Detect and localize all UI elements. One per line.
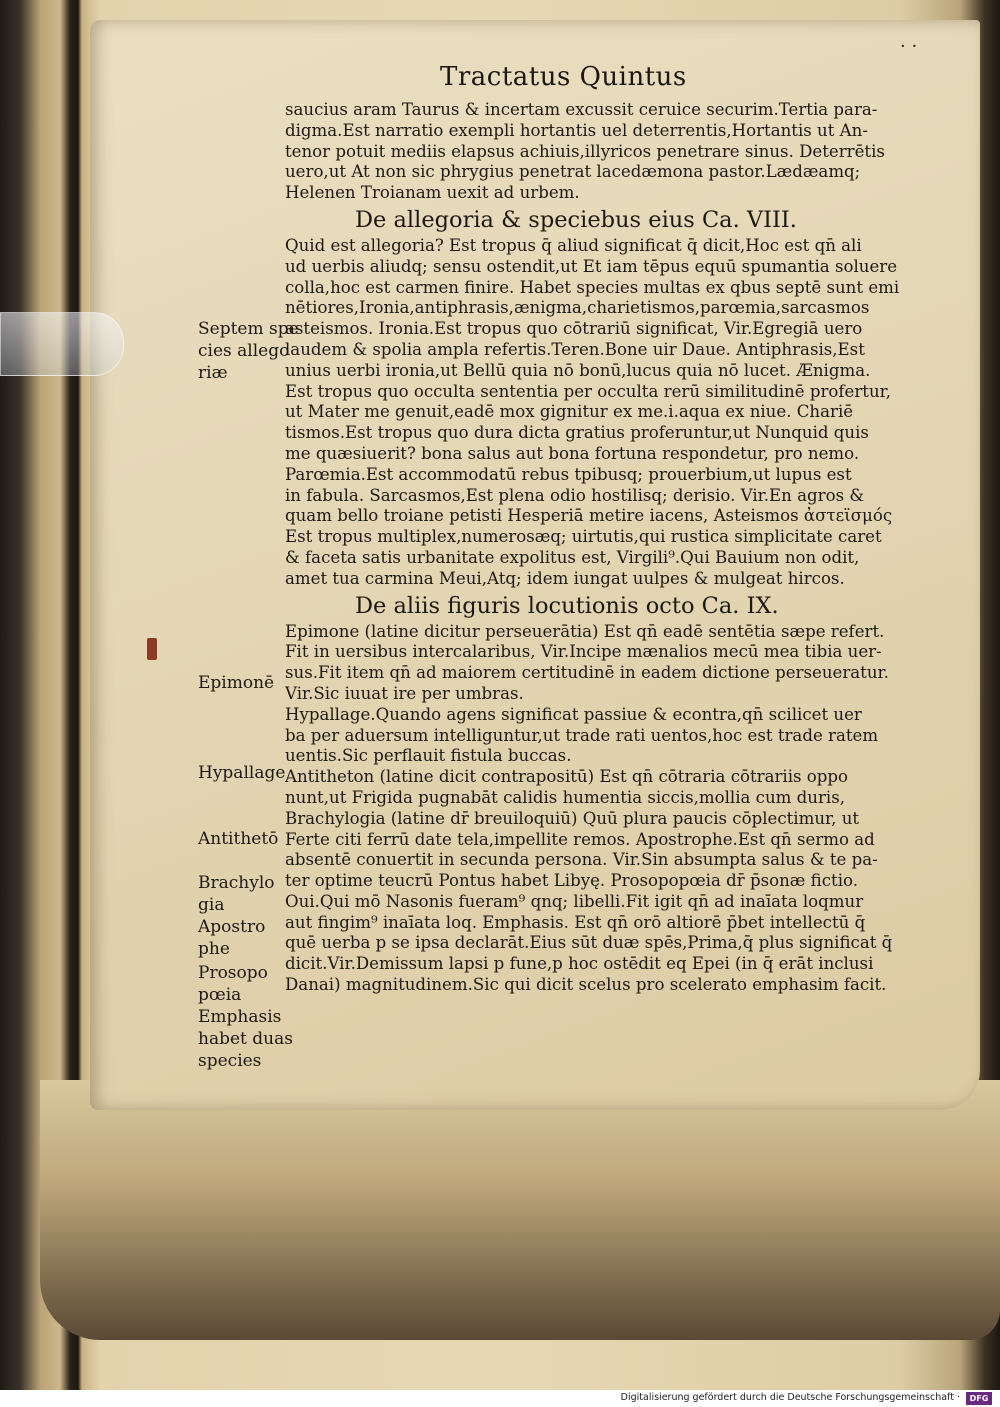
margin-note-line: Epimonē [198,673,275,693]
text-line: quē uerba p se ipsa declarāt.Eius sūt duæ spēs,Prima,q̄ plus significat q̄ [285,933,893,953]
text-line: nētiores,Ironia,antiphrasis,ænigma,charietismos,parœmia,sarcasmos [285,298,870,318]
text-line: Helenen Troianam uexit ad urbem. [285,183,580,203]
text-line: uero,ut At non sic phrygius penetrat lacedæmona pastor.Lædæamq; [285,162,861,182]
margin-note-line: species [198,1051,262,1071]
margin-note-line: Septem spe [198,319,299,339]
text-line: Brachylogia (latine dr̄ breuiloquiū) Quū plura paucis cōplectimur, ut [285,808,860,828]
margin-note-line: Antithetō [198,829,279,849]
margin-note-line: Prosopo [198,963,268,983]
margin-note [198,962,293,1006]
text-line: Est tropus quo occulta sententia per occulta rerū similitudinē profertur, [285,381,892,401]
text-line: unius uerbi ironia,ut Bellū quia nō bonū,lucus quia nō lucet. Ænigma. [285,360,871,380]
margin-note [198,318,299,384]
margin-note-line: Apostro [198,917,266,937]
text-line: colla,hoc est carmen finire. Habet species multas ex qbus septē sunt emi [285,277,900,297]
text-line: aut fingim⁹ inaīata loq. Emphasis. Est qn̄ orō altiorē p̄bet intellectū q̄ [285,912,866,932]
text-line: me quæsiuerit? bona salus aut bona fortuna respondetur, pro nemo. [285,443,860,463]
corner-mark: · · [900,36,918,57]
text-line: Oui.Qui mō Nasonis fueram⁹ qnq; libelli.Fit igit qn̄ ad inaīata loqmur [285,891,864,911]
text-line: nunt,ut Frigida pugnabāt calidis humentia siccis,mollia cum duris, [285,787,846,807]
text-line: Danai) magnitudinem.Sic qui dicit scelus pro scelerato emphasim facit. [285,975,887,995]
margin-note-line: phe [198,939,230,959]
text-line: Quid est allegoria? Est tropus q̄ aliud significat q̄ dicit,Hoc est qn̄ ali [285,235,862,255]
glass-page-holder [0,312,124,376]
text-line: quam bello troiane petisti Hesperiā metire iacens, Asteismos ἀστεϊσμός [285,506,893,526]
text-line: absentē conuertit in secunda persona. Vir.Sin absumpta salus & te pa- [285,850,878,870]
margin-note-line: gia [198,895,225,915]
margin-note-line: Brachylo [198,873,275,893]
text-line: digma.Est narratio exempli hortantis uel deterrentis,Hortantis ut An- [285,120,868,140]
chapter-heading: De allegoria & speciebus eius Ca. VIII. [355,206,797,233]
margin-note-line: habet duas [198,1029,293,1049]
margin-note-line: Hypallage [198,763,286,783]
margin-note [198,872,293,916]
margin-note-line: cies allego [198,341,290,361]
text-line: in fabula. Sarcasmos,Est plena odio hostilisq; derisio. Vir.En agros & [285,485,865,505]
margin-note-line: Emphasis [198,1007,282,1027]
text-line: Epimone (latine dicitur perseuerātia) Est qn̄ eadē sentētia sæpe refert. [285,621,885,641]
text-line: dicit.Vir.Demissum lapsi p fune,p hoc ostēdit eq Epei (in q̄ erāt inclusi [285,954,874,974]
text-line: Est tropus multiplex,numerosæq; uirtutis,qui rustica simplicitate caret [285,527,882,547]
text-line: uentis.Sic perflauit fistula buccas. [285,746,572,766]
margin-note [198,672,293,694]
text-line: asteismos. Ironia.Est tropus quo cōtrariū significat, Vir.Egregiā uero [285,319,863,339]
text-line: amet tua carmina Meui,Atq; idem iungat uulpes & mulgeat hircos. [285,568,845,588]
text-line: Hypallage.Quando agens significat passiue & econtra,qn̄ scilicet uer [285,704,862,724]
text-line: Parœmia.Est accommodatū rebus tpibusq; prouerbium,ut lupus est [285,464,852,484]
margin-note [198,828,293,850]
dfg-logo: DFG [966,1392,992,1405]
text-line: ud uerbis aliudq; sensu ostendit,ut Et iam tēpus equū spumantia soluere [285,256,898,276]
margin-note [198,916,293,960]
footer-credit: Digitalisierung gefördert durch die Deutsche Forschungsgemeinschaft · [620,1392,960,1403]
margin-note [198,762,293,784]
margin-note-line: riæ [198,363,228,383]
text-line: Antitheton (latine dicit contrapositū) Est qn̄ cōtraria cōtrariis oppo [285,767,849,787]
text-line: laudem & spolia ampla refertis.Teren.Bone uir Daue. Antiphrasis,Est [285,339,865,359]
margin-note-line: pœia [198,985,242,1005]
main-text-block [285,100,925,996]
text-line: sus.Fit item qn̄ ad maiorem certitudinē in eadem dictione perseueratur. [285,663,889,683]
text-line: saucius aram Taurus & incertam excussit ceruice securim.Tertia para- [285,100,878,119]
text-line: tismos.Est tropus quo dura dicta gratius proferuntur,ut Nunquid quis [285,423,869,443]
text-line: ba per aduersum intelliguntur,ut trade rati uentos,hoc est trade ratem [285,725,879,745]
margin-note [198,1006,293,1072]
text-line: ter optime teucrū Pontus habet Libyę. Prosopopœia dr̄ p̄sonæ fictio. [285,871,858,891]
text-line: Fit in uersibus intercalaribus, Vir.Incipe mænalios mecū mea tibia uer- [285,642,882,662]
page-edges [40,1080,1000,1340]
text-line: tenor potuit mediis elapsus achiuis,illyricos penetrare sinus. Deterrētis [285,141,885,161]
chapter-heading: De aliis figuris locutionis octo Ca. IX. [355,592,779,619]
text-line: ut Mater me genuit,eadē mox gignitur ex me.i.aqua ex niue. Chariē [285,402,854,422]
running-head: Tractatus Quintus [440,62,687,92]
red-tab-marker [147,638,157,660]
text-line: Vir.Sic iuuat ire per umbras. [285,683,524,703]
text-line: Ferte citi ferrū date tela,impellite remos. Apostrophe.Est qn̄ sermo ad [285,829,875,849]
text-line: & faceta satis urbanitate expolitus est, Virgili⁹.Qui Bauium non odit, [285,547,860,567]
